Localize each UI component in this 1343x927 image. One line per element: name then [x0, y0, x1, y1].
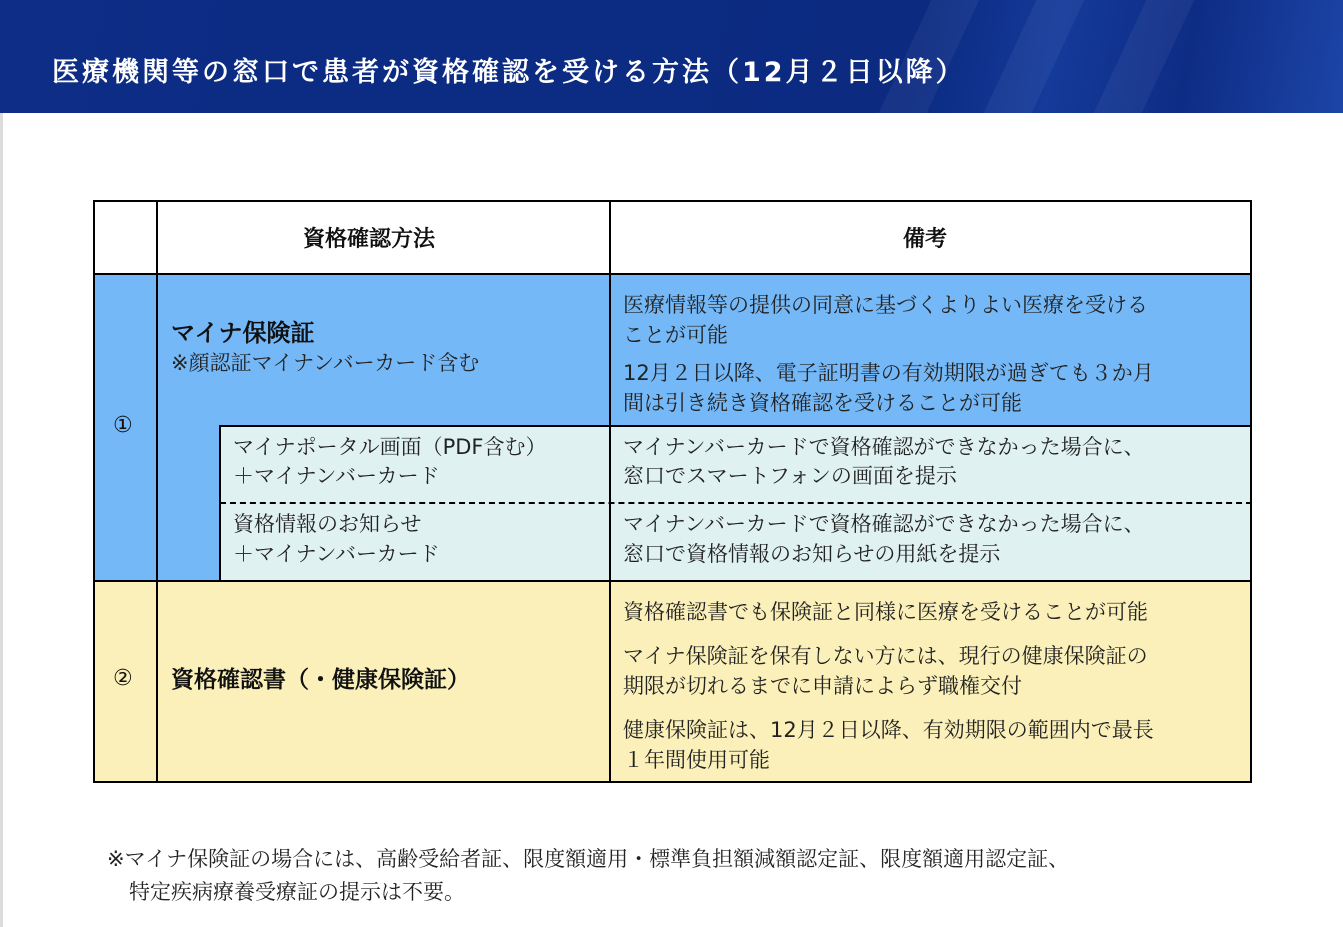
row2-note-3-line1: 健康保険証は、12月２日以降、有効期限の範囲内で最長: [623, 718, 1154, 742]
column-header-notes: 備考: [903, 227, 948, 252]
row-divider: [93, 580, 1252, 582]
row1-note-1-line1: 医療情報等の提供の同意に基づくよりよい医療を受ける: [623, 293, 1148, 317]
method-title-my-number-insurance: マイナ保険証: [171, 319, 315, 347]
row-number-1: ①: [113, 413, 133, 438]
sub2-note-line2: 窓口で資格情報のお知らせの用紙を提示: [623, 542, 1001, 566]
sub2-method-line1: 資格情報のお知らせ: [233, 512, 422, 536]
header-decoration: [1094, 0, 1195, 113]
table-border-right: [1250, 200, 1252, 783]
header-row-divider: [93, 273, 1252, 275]
footnote-line2: 特定疾病療養受療証の提示は不要。: [129, 880, 465, 904]
sub2-method-line2: ＋マイナンバーカード: [233, 542, 440, 566]
row1-note-1-line2: ことが可能: [623, 323, 728, 347]
footnote-line1: ※マイナ保険証の場合には、高齢受給者証、限度額適用・標準負担額減額認定証、限度額適用認定証、: [107, 847, 1070, 871]
method-subtitle: ※顔認証マイナンバーカード含む: [171, 351, 480, 375]
sub2-note-line1: マイナンバーカードで資格確認ができなかった場合に、: [623, 512, 1145, 536]
row-number-2: ②: [113, 666, 133, 691]
sub-row-top-divider: [220, 425, 1252, 427]
table-border-bottom: [93, 781, 1252, 783]
row1-note-2-line1: 12月２日以降、電子証明書の有効期限が過ぎても３か月: [623, 361, 1154, 385]
header-decoration: [984, 0, 1085, 113]
row2-note-2-line1: マイナ保険証を保有しない方には、現行の健康保険証の: [623, 644, 1148, 668]
sub1-note-line1: マイナンバーカードで資格確認ができなかった場合に、: [623, 435, 1145, 459]
row2-note-2-line2: 期限が切れるまでに申請によらず職権交付: [623, 674, 1022, 698]
verification-methods-table: [93, 200, 1252, 783]
column-header-method: 資格確認方法: [303, 227, 436, 252]
row2-note-3-line2: １年間使用可能: [623, 748, 770, 772]
page-title: 医療機関等の窓口で患者が資格確認を受ける方法（12月２日以降）: [52, 57, 966, 88]
sub-row-dashed-divider: [220, 502, 1252, 504]
method-notes-divider: [609, 200, 611, 783]
row2-note-1-line1: 資格確認書でも保険証と同様に医療を受けることが可能: [623, 600, 1148, 624]
sub1-note-line2: 窓口でスマートフォンの画面を提示: [623, 464, 957, 488]
sub1-method-line2: ＋マイナンバーカード: [233, 464, 440, 488]
row1-note-2-line2: 間は引き続き資格確認を受けることが可能: [623, 391, 1022, 415]
page-header: [0, 0, 1343, 113]
table-header-row: [93, 200, 1252, 274]
table-border-left: [93, 200, 95, 783]
left-edge-divider: [0, 113, 3, 927]
method-title-eligibility-certificate: 資格確認書（・健康保険証）: [171, 667, 470, 693]
number-column-divider: [156, 200, 158, 783]
table-border-top: [93, 200, 1252, 202]
sub1-method-line1: マイナポータル画面（PDF含む）: [233, 435, 547, 459]
